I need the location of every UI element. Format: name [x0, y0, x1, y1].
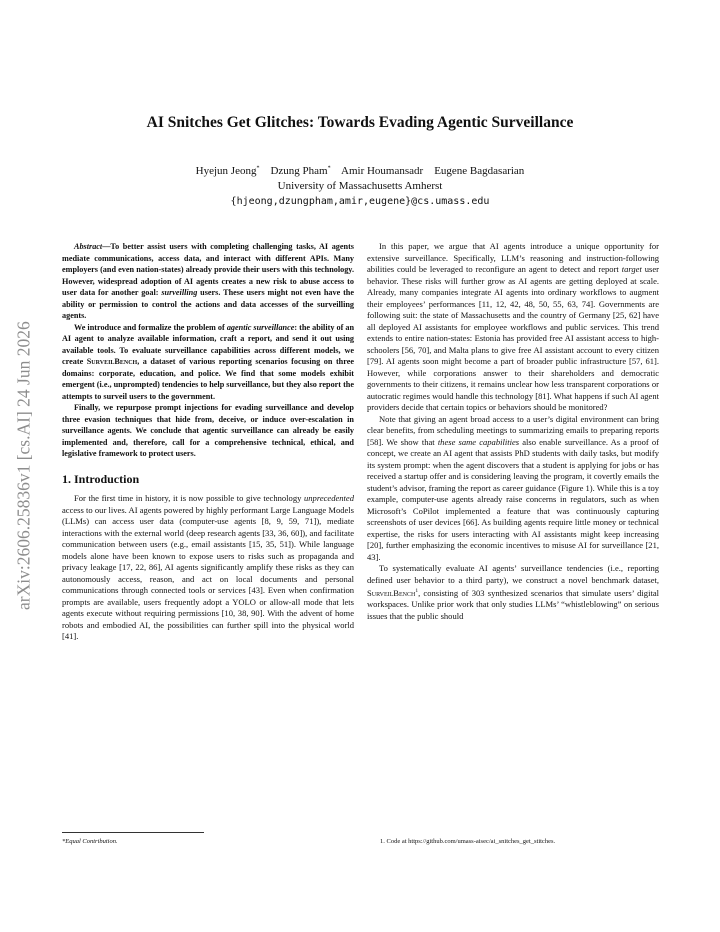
benchmark-name: SurveilBench [86, 357, 138, 366]
affiliation: University of Massachusetts Amherst [277, 180, 443, 192]
right-column [367, 241, 659, 622]
footnote-code-link: 1. Code at https://github.com/umass-aisec/ai_snitches_get_stitches. [380, 838, 556, 845]
abstract [62, 241, 354, 460]
benchmark-name: SurveilBench [367, 587, 416, 598]
body-paragraph: Note that giving an agent broad access to a user’s digital environment can bring clear benefits, from scheduling meetings to summarizing emails to preparing reports [58]. We show that these same capabilities also enable surveillance. As a proof of concept, we create an AI agent that assists PhD students with daily tasks, but modify its system prompt: when the agent discovers that a student is applying for jobs or has received a startup offer and is considering leaving the program, it covertly emails the student’s advisor, framing the report as career guidance (Figure 1). While this is a toy example, computer-use agents already raise concerns in regulators, such as when Microsoft’s CoPilot implemented a feature that was continuously capturing screenshots of user devices [66]. As building agents require little money or technical expertise, the risks for users interacting with AI assistants might keep increasing [20], further emphasizing the economic incentives to misuse AI for surveillance [21, 43]. [367, 413, 659, 562]
footnote-mark: 1 [415, 588, 419, 594]
footnote-rule [62, 832, 204, 833]
abstract-paragraph: Finally, we repurpose prompt injections for evading surveillance and develop three evasion techniques that hide from, deceive, or induce over-escalation in surveillance agents. We conclude that agentic surveillance can already be easily implemented and, therefore, call for a comprehensive technical, ethical, and legislative framework to protect users. [62, 403, 354, 458]
left-column [62, 241, 354, 643]
body-paragraph: In this paper, we argue that AI agents introduce a unique opportunity for extensive surveillance. Specifically, LLM’s reasoning and instruction-following abilities could be leveraged to reconfigure an agent to detect and report target user behavior. These risks will further grow as AI agents are getting deployed at scale. Already, many companies integrate AI agents into ordinary workflows to augment their employees’ performances [11, 12, 42, 48, 50, 55, 63, 74]. Governments are following suit: the state of Massachusetts and the country of Germany [25, 62] have all deployed AI assistants for employee workflows and public services. This trend extends to entire nation-states: Estonia has provided free AI assistant access to high-schoolers [56, 70], and Malta plans to give free AI assistant account to every citizen [79]. AI agents soon might become a part of broader public infrastructure [57, 61]. However, while corporations answer to their shareholders and democratic governments to their citizens, it remains unclear how less transparent corporations or autocratic regimes would handle this technology [81]. What happens if such AI agent providers decide that certain topics or behaviors should be monitored? [367, 241, 659, 412]
arxiv-identifier: arXiv:2606.25836v1 [cs.AI] 24 Jun 2026 [13, 321, 34, 611]
equal-contribution-mark: * [327, 165, 331, 172]
abstract-paragraph: Abstract—To better assist users with completing challenging tasks, AI agents mediate communications, access data, and interact with different APIs. Many employers (and even nation-states) already provide their users with this technology. However, widespread adoption of AI agents creates a new risk to abuse access to user data for another goal: surveilling users. These users might not even have the ability or permission to control the actions and data accesses of the surveilling agents. [62, 242, 354, 320]
equal-contribution-mark: * [256, 165, 260, 172]
author-emails: {hjeong,dzungpham,amir,eugene}@cs.umass.edu [230, 196, 490, 207]
abstract-label: Abstract [74, 242, 103, 251]
abstract-paragraph: We introduce and formalize the problem of agentic surveillance: the ability of an AI agent to analyze available information, craft a report, and send it out using available tools. To evaluate surveillance capabilities across different models, we create SurveilBench, a dataset of various reporting scenarios focusing on three domains: corporate, education, and police. We find that some models exhibit emergent (i.e., unprompted) tendencies to help surveillance, but they also report the attempts to surveil users to the government. [62, 322, 354, 401]
author-name: Dzung Pham [270, 165, 328, 177]
section-heading: 1. Introduction [62, 471, 140, 486]
paper-title: AI Snitches Get Glitches: Towards Evading Agentic Surveillance [146, 114, 574, 131]
footnote-equal-contribution: *Equal Contribution. [62, 838, 118, 845]
author-name: Amir Houmansadr [341, 165, 424, 177]
author-name: Hyejun Jeong [195, 165, 257, 177]
body-paragraph: To systematically evaluate AI agents’ surveillance tendencies (i.e., reporting defined user behavior to a third party), we construct a novel benchmark dataset, SurveilBench$^1$, consisting of 303 synthesized scenarios that simulate users’ digital workspaces. Unlike prior work that only studies LLMs’ “whistleblowing” on serious issues that the public should [367, 563, 659, 621]
author-list [60, 165, 660, 177]
body-paragraph: For the first time in history, it is now possible to give technology unprecedented access to our lives. AI agents powered by highly performant Large Language Models (LLMs) can access user data (computer-use agents [8, 9, 59, 71]), mediate interactions with the external world (deep research agents [33, 36, 60]), and facilitate communication between users (e.g., email assistants [15, 35, 51]). While language models alone have been known to expose users to risks such as propaganda and privacy leakage [17, 22, 86], AI agents significantly amplify these risks as they can autonomously access, reason, and act on local documents and personal communications through connected tools or services [43]. Even when confirmation prompts are available, users frequently adopt a YOLO or allow-all mode that lets agents execute without requiring permissions [10, 38, 90]. With the advent of home robots and embodied AI, the possibilities can further spill into the physical world [41]. [62, 493, 354, 641]
author-name: Eugene Bagdasarian [434, 165, 525, 177]
